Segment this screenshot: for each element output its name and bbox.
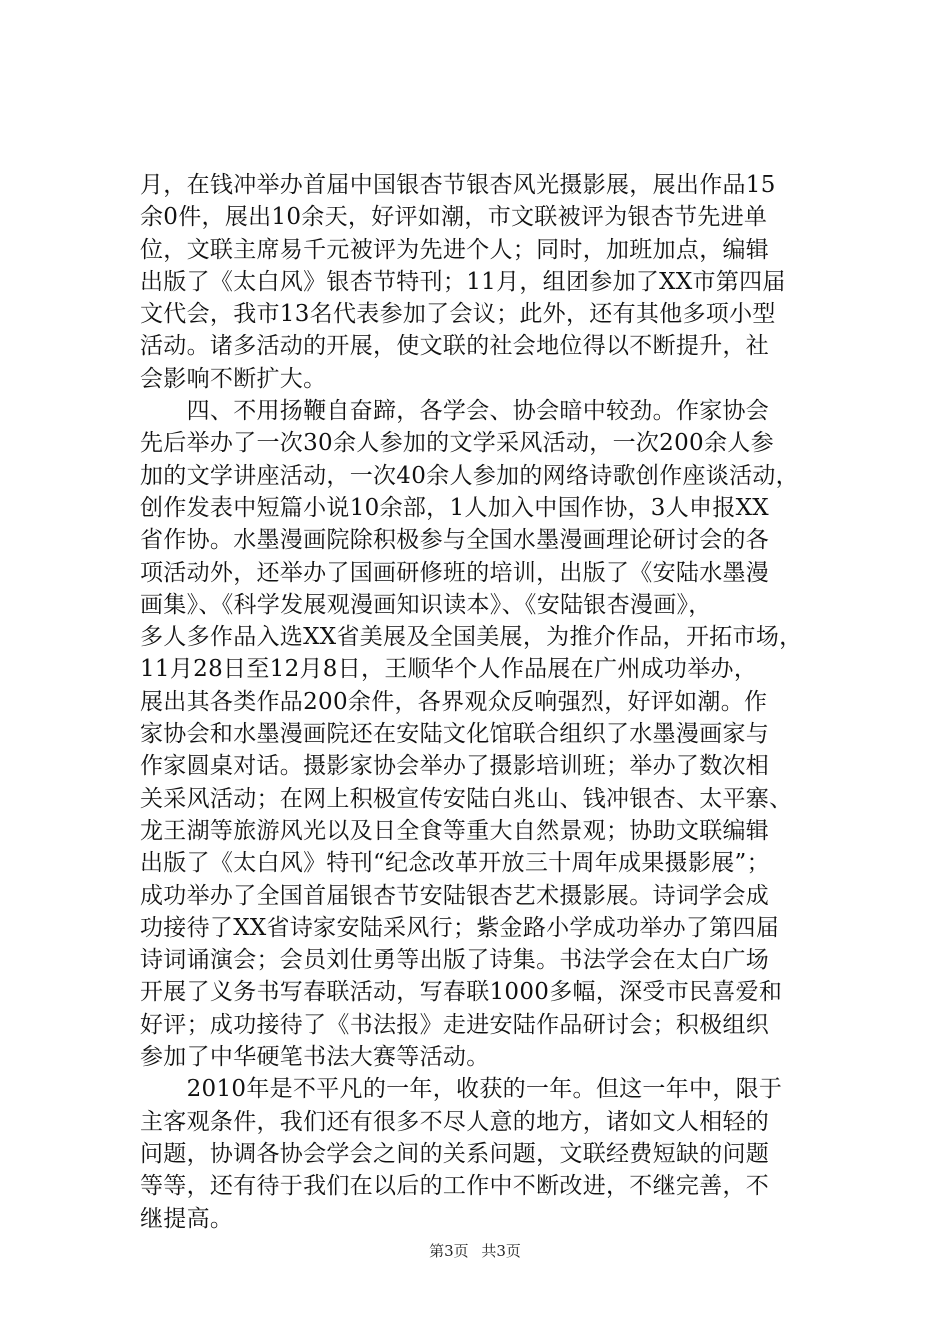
page-total: 共3页: [481, 1242, 521, 1260]
text-line: 问题，协调各协会学会之间的关系问题，文联经费短缺的问题: [140, 1140, 770, 1167]
page-number: 第3页: [429, 1242, 469, 1260]
text-line: 关采风活动；在网上积极宣传安陆白兆山、钱冲银杏、太平寨、: [140, 785, 793, 812]
text-line: 月，在钱冲举办首届中国银杏节银杏风光摄影展，展出作品15: [140, 172, 776, 198]
text-line: 家协会和水墨漫画院还在安陆文化馆联合组织了水墨漫画家与: [140, 721, 770, 748]
text-line: 成功举办了全国首届银杏节安陆银杏艺术摄影展。诗词学会成: [140, 882, 770, 909]
text-line: 画集》、《科学发展观漫画知识读本》、《安陆银杏漫画》，: [140, 591, 712, 618]
text-line: 先后举办了一次30余人参加的文学采风活动，一次200余人参: [140, 430, 774, 457]
text-line: 11月28日至12月8日，王顺华个人作品展在广州成功举办，: [140, 656, 758, 683]
text-line: 好评；成功接待了《书法报》走进安陆作品研讨会；积极组织: [140, 1011, 770, 1038]
text-line: 文代会，我市13名代表参加了会议；此外，还有其他多项小型: [140, 301, 776, 328]
text-line: 诗词诵演会；会员刘仕勇等出版了诗集。书法学会在太白广场: [140, 947, 770, 974]
page-footer: [0, 1241, 950, 1261]
text-line: 主客观条件，我们还有很多不尽人意的地方，诸如文人相轻的: [140, 1108, 770, 1135]
text-line: 省作协。水墨漫画院除积极参与全国水墨漫画理论研讨会的各: [140, 527, 770, 554]
text-line: 项活动外，还举办了国画研修班的培训，出版了《安陆水墨漫: [140, 559, 770, 586]
text-line: 会影响不断扩大。: [140, 365, 327, 392]
text-line: 出版了《太白风》银杏节特刊；11月，组团参加了XX市第四届: [140, 268, 786, 295]
text-line: 参加了中华硬笔书法大赛等活动。: [140, 1044, 490, 1071]
text-line: 展出其各类作品200余件，各界观众反响强烈，好评如潮。作: [140, 688, 768, 715]
text-line: 活动。诸多活动的开展，使文联的社会地位得以不断提升，社: [140, 333, 770, 360]
text-line: 余0件，展出10余天，好评如潮，市文联被评为银杏节先进单: [140, 204, 768, 231]
text-line: 作家圆桌对话。摄影家协会举办了摄影培训班；举办了数次相: [140, 753, 770, 780]
text-line: 2010年是不平凡的一年，收获的一年。但这一年中，限于: [140, 1076, 783, 1103]
text-line: 出版了《太白风》特刊“纪念改革开放三十周年成果摄影展”；: [140, 850, 770, 877]
text-line: 继提高。: [140, 1205, 234, 1232]
text-line: 龙王湖等旅游风光以及日全食等重大自然景观；协助文联编辑: [140, 817, 770, 844]
body-text: [140, 169, 830, 1235]
text-line: 等等，还有待于我们在以后的工作中不断改进，不继完善，不: [140, 1173, 770, 1200]
text-line: 位，文联主席易千元被评为先进个人；同时，加班加点，编辑: [140, 236, 770, 263]
text-line: 功接待了XX省诗家安陆采风行；紫金路小学成功举办了第四届: [140, 914, 780, 941]
text-line: 加的文学讲座活动，一次40余人参加的网络诗歌创作座谈活动，: [140, 462, 799, 489]
text-line: 多人多作品入选XX省美展及全国美展，为推介作品，开拓市场，: [140, 624, 803, 651]
text-line: 开展了义务书写春联活动，写春联1000多幅，深受市民喜爱和: [140, 979, 783, 1006]
text-line: 四、不用扬鞭自奋蹄，各学会、协会暗中较劲。作家协会: [140, 398, 770, 425]
text-line: 创作发表中短篇小说10余部，1人加入中国作协，3人申报XX: [140, 494, 769, 521]
